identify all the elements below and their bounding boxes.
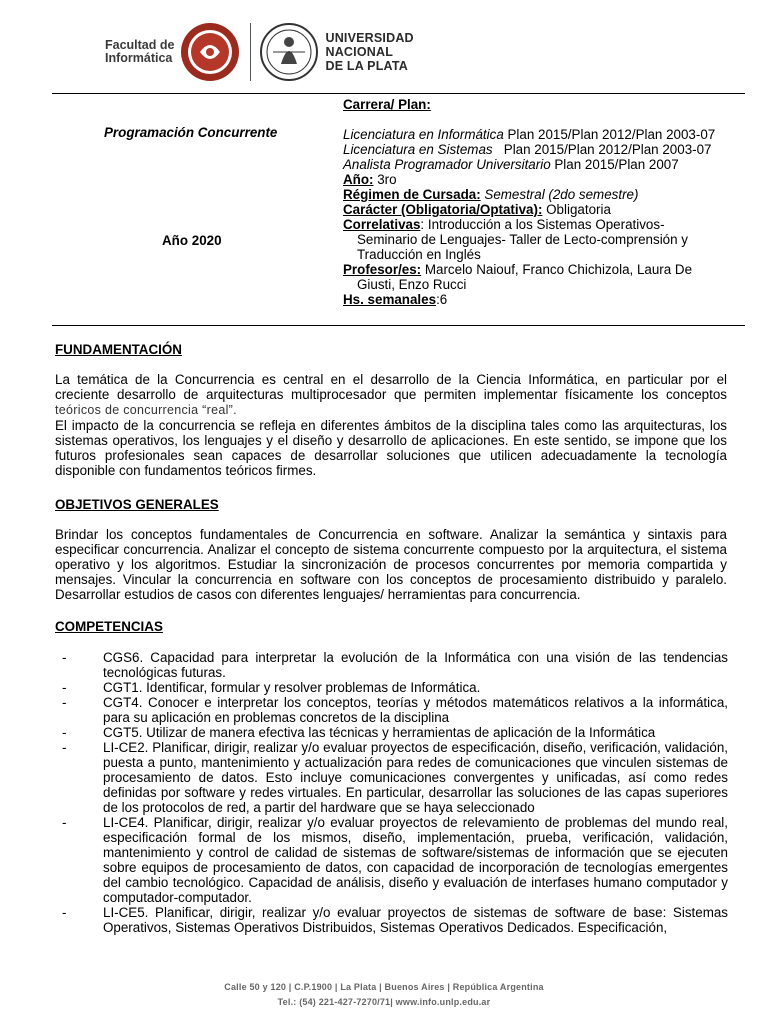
faculty-name bbox=[105, 39, 174, 65]
header-bottom-rule bbox=[52, 325, 745, 326]
list-item: - CGT5. Utilizar de manera efectiva las técnicas y herramientas de aplicación de la Informática bbox=[62, 725, 656, 740]
university-name-line2: NACIONAL bbox=[325, 45, 394, 59]
course-info bbox=[343, 97, 743, 307]
career-item: Analista Programador Universitario Plan 2015/Plan 2007 bbox=[343, 157, 679, 172]
correlativas-row-cont: Seminario de Lenguajes- Taller de Lecto-comprensión y bbox=[357, 232, 688, 247]
profesor-row-cont: Giusti, Enzo Rucci bbox=[357, 277, 467, 292]
university-name bbox=[325, 31, 413, 73]
fundamentacion-heading: FUNDAMENTACIÓN bbox=[55, 342, 182, 357]
spacer bbox=[343, 112, 743, 127]
profesor-row: Profesor/es: Marcelo Naiouf, Franco Chichizola, Laura De bbox=[343, 262, 693, 277]
career-label: Carrera/ Plan: bbox=[343, 97, 431, 112]
list-item: - LI-CE4. Planificar, dirigir, realizar y/o evaluar proyectos de relevamiento de problemas del mundo real, especificación formal de los mismos, diseño, implementación, prueba, verificación, validación, mantenimiento y control de calidad de sistemas de software/sistemas de información que se ejecuten sobre equipos de procesamiento de datos, con capacidad de incorporación de tecnologías emergentes del cambio tecnológico. Capacidad de análisis, diseño y evaluación de interfases humano computador y computador-computador. bbox=[62, 815, 728, 905]
fundamentacion-paragraph-2: El impacto de la concurrencia se refleja en diferentes ámbitos de la disciplina tales como las arquitecturas, los sistemas operativos, los lenguajes y el diseño y desarrollo de aplicaciones. En este sentido, se impone que los futuros profesionales sean capaces de desarrollar soluciones que utilicen adecuadamente la tecnología disponible con fundamentos teóricos firmes. bbox=[55, 418, 727, 478]
list-item: - CGT1. Identificar, formular y resolver problemas de Informática. bbox=[62, 680, 481, 695]
footer-contact: Tel.: (54) 221-427-7270/71| www.info.unlp.edu.ar bbox=[277, 997, 491, 1007]
caracter-row: Carácter (Obligatoria/Optativa): Obligatoria bbox=[343, 202, 611, 217]
correlativas-row-cont: Traducción en Inglés bbox=[357, 247, 481, 262]
faculty-name-line2: Informática bbox=[105, 51, 173, 65]
header-top-rule bbox=[52, 93, 745, 94]
objetivos-paragraph: Brindar los conceptos fundamentales de Concurrencia en software. Analizar la semántica y sintaxis para especificar concurrencia. Analizar el concepto de sistema concurrente compuesto por la arquitectura, el sistema operativo y los algoritmos. Estudiar la sincronización de procesos concurrentes por memoria compartida y mensajes. Vincular la concurrencia en software con los conceptos de procesamiento distribuido y paralelo. Desarrollar estudios de casos con diferentes lenguajes/ herramientas para concurrencia. bbox=[55, 527, 727, 602]
career-item: Licenciatura en Informática Plan 2015/Plan 2012/Plan 2003-07 bbox=[343, 127, 716, 142]
list-item: - CGT4. Conocer e interpretar los conceptos, teorías y métodos matemáticos relativos a la informática, para su aplicación en problemas concretos de la disciplina bbox=[62, 695, 728, 725]
faculty-name-line1: Facultad de bbox=[105, 38, 175, 52]
regimen-row: Régimen de Cursada: Semestral (2do semestre) bbox=[343, 187, 639, 202]
list-item: - LI-CE2. Planificar, dirigir, realizar y/o evaluar proyectos de especificación, diseño, verificación, validación, puesta a punto, mantenimiento y actualización para redes de comunicaciones que vinculen sistemas de procesamiento de datos. Esto incluye comunicaciones convergentes y unificadas, así como redes definidas por software y redes virtuales. En particular, desarrollar las soluciones de las capas superiores de los protocolos de red, a partir del hardware que se haya seleccionado bbox=[62, 740, 728, 815]
logo-divider bbox=[250, 23, 251, 81]
spacer bbox=[55, 357, 727, 372]
university-seal-icon bbox=[259, 22, 319, 82]
horas-row: Hs. semanales:6 bbox=[343, 292, 448, 307]
fundamentacion-section bbox=[55, 342, 727, 478]
university-name-line3: DE LA PLATA bbox=[325, 59, 408, 73]
competencias-section bbox=[55, 619, 727, 634]
objetivos-heading: OBJETIVOS GENERALES bbox=[55, 497, 219, 512]
university-name-line1: UNIVERSIDAD bbox=[325, 31, 414, 45]
correlativas-row: Correlativas: Introducción a los Sistemas Operativos- bbox=[343, 217, 665, 232]
career-item: Licenciatura en Sistemas Plan 2015/Plan 2012/Plan 2003-07 bbox=[343, 142, 712, 157]
course-title: Programación Concurrente bbox=[104, 125, 278, 140]
faculty-seal-icon bbox=[180, 22, 240, 82]
competencias-heading: COMPETENCIAS bbox=[55, 619, 163, 634]
fundamentacion-paragraph-1: La temática de la Concurrencia es central en el desarrollo de la Ciencia Informática, en particular por el creciente desarrollo de arquitecturas multiprocesador que permiten implementar físicamente los conceptos teóricos de concurrencia “real”. bbox=[55, 372, 727, 417]
competencias-list bbox=[62, 650, 728, 935]
list-item: - LI-CE5. Planificar, dirigir, realizar y/o evaluar proyectos de sistemas de software de base: Sistemas Operativos, Sistemas Operativos Distribuidos, Sistemas Operativos Dedicados. Especificación, bbox=[62, 905, 728, 935]
footer-address: Calle 50 y 120 | C.P.1900 | La Plata | Buenos Aires | República Argentina bbox=[224, 982, 544, 992]
anio-row: Año: 3ro bbox=[343, 172, 397, 187]
list-item: - CGS6. Capacidad para interpretar la evolución de la Informática con una visión de las tendencias tecnológicas futuras. bbox=[62, 650, 728, 680]
spacer bbox=[55, 512, 727, 527]
letterhead bbox=[105, 20, 414, 84]
objetivos-section bbox=[55, 497, 727, 602]
course-year: Año 2020 bbox=[162, 233, 222, 248]
